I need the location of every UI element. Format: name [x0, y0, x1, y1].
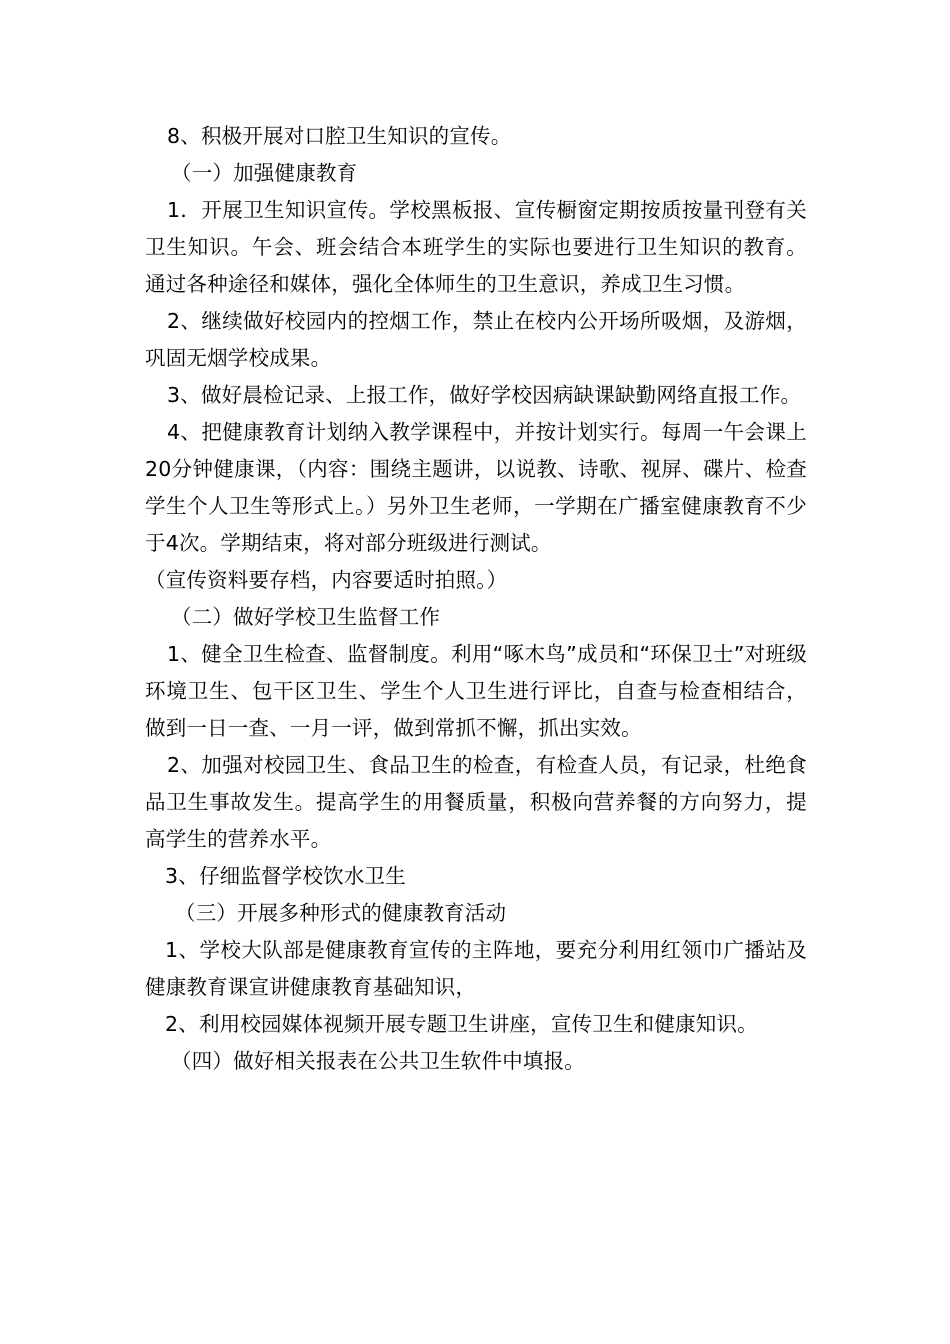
paragraph-water-hygiene: 3、仔细监督学校饮水卫生	[165, 864, 406, 888]
section-heading-health-education: （一）加强健康教育	[171, 161, 358, 185]
section-heading-supervision: （二）做好学校卫生监督工作	[171, 605, 441, 629]
paragraph-curriculum-plan: 4、把健康教育计划纳入教学课程中，并按计划实行。每周一午会课上20分钟健康课，（内容：围绕主题讲，以说教、诗歌、视屏、碟片、检查学生个人卫生等形式上。）另外卫生老师，一学期在广播室健康教育不少于4次。学期结束，将对部分班级进行测试。	[145, 420, 807, 555]
paragraph-morning-check: 3、做好晨检记录、上报工作，做好学校因病缺课缺勤网络直报工作。	[167, 383, 802, 407]
paragraph-video-lectures: 2、利用校园媒体视频开展专题卫生讲座，宣传卫生和健康知识。	[165, 1012, 758, 1036]
section-heading-activities: （三）开展多种形式的健康教育活动	[175, 901, 507, 925]
paragraph-archive-note: （宣传资料要存档，内容要适时拍照。）	[145, 568, 508, 592]
paragraph-knowledge-promotion: 1．开展卫生知识宣传。学校黑板报、宣传橱窗定期按质按量刊登有关卫生知识。午会、班会结合本班学生的实际也要进行卫生知识的教育。通过各种途径和媒体，强化全体师生的卫生意识，养成卫生习惯。	[145, 198, 807, 296]
paragraph-food-hygiene: 2、加强对校园卫生、食品卫生的检查，有检查人员，有记录，杜绝食品卫生事故发生。提高学生的用餐质量，积极向营养餐的方向努力，提高学生的营养水平。	[145, 753, 807, 851]
section-heading-reporting: （四）做好相关报表在公共卫生软件中填报。	[171, 1049, 585, 1073]
paragraph-brigade-broadcast: 1、学校大队部是健康教育宣传的主阵地，要充分利用红领巾广播站及健康教育课宣讲健康教育基础知识，	[145, 938, 807, 999]
paragraph-item-8: 8、积极开展对口腔卫生知识的宣传。	[167, 124, 512, 148]
paragraph-inspection-system: 1、健全卫生检查、监督制度。利用“啄木鸟”成员和“环保卫士”对班级环境卫生、包干区卫生、学生个人卫生进行评比，自查与检查相结合，做到一日一查、一月一评，做到常抓不懈，抓出实效。	[145, 642, 807, 740]
paragraph-smoking-control: 2、继续做好校园内的控烟工作，禁止在校内公开场所吸烟，及游烟，巩固无烟学校成果。	[145, 309, 807, 370]
